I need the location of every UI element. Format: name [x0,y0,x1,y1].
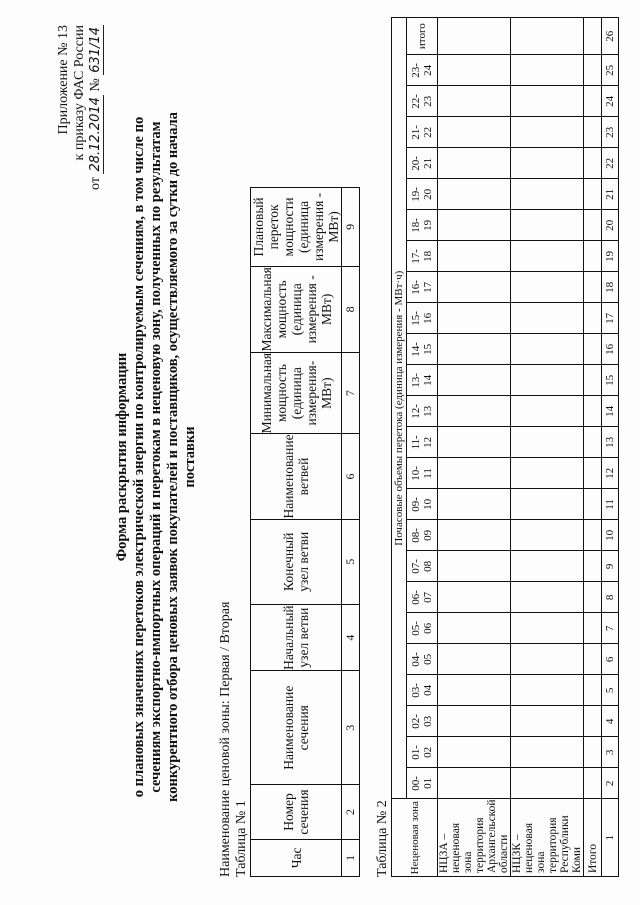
table2-column-number: 6 [602,644,619,675]
table2-hour-header [407,551,438,582]
title-line-2: о плановых значениях перетоков электрической энергии по контролируемым сечениям, в том числе по [131,116,147,798]
hour-end: 07 [422,591,434,603]
table2-hour-header [407,303,438,334]
table2-value-cell [584,675,602,706]
table2-value-cell [438,86,511,117]
table2-hour-header [407,179,438,210]
hour-start: 12- [410,404,422,419]
table2-value-cell [511,179,584,210]
table1-header-row [251,188,342,877]
table2-value-cell [511,427,584,458]
table2-column-number: 18 [602,272,619,303]
hour-end: 21 [422,157,434,169]
hour-start: 15- [410,311,422,326]
table2-value-cell [438,272,511,303]
table2-value-cell [438,210,511,241]
table2-zone-label: НЦЗА – неценовая зона территория Архангельской области [438,799,511,877]
table2-value-cell [584,489,602,520]
table2-value-cell [511,303,584,334]
table2-hour-header [407,272,438,303]
table2-value-cell [511,365,584,396]
table2-value-cell [511,675,584,706]
table2-hour-header [407,768,438,799]
hour-start: 23- [410,63,422,78]
table2-value-cell [438,117,511,148]
table2-hour-header [407,582,438,613]
table2-value-cell [438,489,511,520]
table1-header-cell: Номер сечения [251,785,342,839]
table2-value-cell [584,458,602,489]
appendix-date-line [88,25,104,190]
table1-column-number: 1 [342,839,360,876]
hour-end: 06 [422,622,434,634]
table2-hour-header [407,644,438,675]
table2-hours-row [407,18,438,877]
hour-start: 03- [410,683,422,698]
hour-start: 06- [410,590,422,605]
table2-value-cell [584,427,602,458]
table2-hour-header [407,520,438,551]
hour-start: 16- [410,280,422,295]
form-title [114,67,199,847]
table2-column-number: 15 [602,365,619,396]
table2-column-number: 13 [602,427,619,458]
table2-value-cell [438,520,511,551]
hour-end: 23 [422,95,434,107]
hour-end: 15 [422,343,434,355]
table1-header-cell: Максимальная мощность (единица измерения - МВт) [251,266,342,352]
hour-start: 04- [410,652,422,667]
table2-column-number: 16 [602,334,619,365]
table2-value-cell [438,582,511,613]
hour-end: 22 [422,126,434,138]
table2-value-cell [511,520,584,551]
table1-header-cell: Наименование ветвей [251,434,342,519]
table2-value-cell [438,396,511,427]
table2-header-row [392,18,407,877]
table2-column-number: 7 [602,613,619,644]
table2-hour-header [407,241,438,272]
table2-column-number: 26 [602,18,619,55]
table2-hour-header [407,117,438,148]
table2-value-cell [584,582,602,613]
table1-column-number: 5 [342,519,360,605]
table1-header-cell: Минимальная мощность (единица измерения-МВт) [251,352,342,434]
hour-end: 03 [422,715,434,727]
table2-value-cell [584,303,602,334]
table2-hour-header [407,675,438,706]
table2-hour-header [407,706,438,737]
table2-column-number: 4 [602,706,619,737]
title-line-3: сечениям экспортно-импортных операций и перетокам в неценовую зону, полученных по результатам [148,121,164,793]
table2-total-row [584,18,602,877]
table2-column-number: 20 [602,210,619,241]
table2-value-cell [438,706,511,737]
table-1 [250,187,360,877]
table2-value-cell [438,613,511,644]
hour-start: 17- [410,249,422,264]
table1-column-number: 9 [342,188,360,267]
table2-column-number: 10 [602,520,619,551]
appendix-order-number: 631/14 [88,27,103,73]
table2-zone-header: Неценовая зона [392,799,438,877]
table2-hour-header [407,489,438,520]
table2-value-cell [438,303,511,334]
table2-value-cell [511,489,584,520]
table2-value-cell [511,55,584,86]
table2-hour-header [407,55,438,86]
table2-value-cell [438,644,511,675]
hour-start: 00- [410,776,422,791]
table1-column-number: 4 [342,605,360,671]
hour-start: 08- [410,528,422,543]
table2-value-cell [584,768,602,799]
appendix-number: Приложение № 13 [56,25,71,135]
table2-column-number: 5 [602,675,619,706]
table2-column-number: 9 [602,551,619,582]
appendix-date: 28.12.2014 [88,97,103,172]
table2-value-cell [584,334,602,365]
table2-value-cell [438,737,511,768]
table2-value-cell [584,117,602,148]
table2-zone-row [438,18,511,877]
table2-value-cell [511,644,584,675]
hour-start: 07- [410,559,422,574]
table1-header-cell: Конечный узел ветви [251,519,342,605]
table2-hour-header [407,458,438,489]
table2-column-number: 14 [602,396,619,427]
table1-column-number: 3 [342,671,360,785]
table1-header-cell: Начальный узел ветви [251,605,342,671]
hour-start: 05- [410,621,422,636]
table2-zone-row [511,18,584,877]
table2-value-cell [584,18,602,55]
table2-value-cell [511,582,584,613]
table1-number-row [342,188,360,877]
appendix-order: к приказу ФАС России [72,25,87,161]
table2-value-cell [584,613,602,644]
hour-end: 10 [422,498,434,510]
hour-end: 19 [422,219,434,231]
hour-end: 04 [422,684,434,696]
appendix-from-label: от [88,177,103,190]
table2-column-number: 1 [602,799,619,877]
hour-start: 14- [410,342,422,357]
table2-value-cell [438,458,511,489]
table2-value-cell [584,86,602,117]
table2-value-cell [511,18,584,55]
table2-value-cell [584,55,602,86]
hour-start: 19- [410,187,422,202]
table2-value-cell [511,551,584,582]
hour-end: 13 [422,405,434,417]
table2-hour-header [407,334,438,365]
hour-end: 02 [422,746,434,758]
table2-value-cell [438,55,511,86]
table2-total-header: итого [407,18,438,55]
hour-start: 22- [410,94,422,109]
hour-end: 09 [422,529,434,541]
table2-column-number: 24 [602,86,619,117]
table2-number-row [602,18,619,877]
table2-value-cell [438,427,511,458]
table2-value-cell [584,210,602,241]
hour-end: 24 [422,64,434,76]
table2-column-number: 11 [602,489,619,520]
table2-value-cell [438,18,511,55]
hour-start: 02- [410,714,422,729]
hour-start: 13- [410,373,422,388]
table2-value-cell [584,520,602,551]
table2-value-cell [511,458,584,489]
table2-value-cell [584,644,602,675]
title-line-1: Форма раскрытия информации [114,352,130,562]
table2-value-cell [584,706,602,737]
table2-column-number: 25 [602,55,619,86]
title-line-5: поставки [182,426,198,488]
table2-value-cell [511,241,584,272]
hour-end: 17 [422,281,434,293]
table2-column-number: 2 [602,768,619,799]
table2-column-number: 22 [602,148,619,179]
table2-value-cell [511,706,584,737]
rotated-content [50,17,616,887]
hour-end: 11 [422,468,434,479]
table2-hour-header [407,427,438,458]
hour-start: 10- [410,466,422,481]
hour-start: 21- [410,125,422,140]
table2-zone-label: НЦЗК – неценовая зона территория Республики Коми [511,799,584,877]
table1-caption: Таблица № 1 [234,800,249,877]
table1-header-cell: Наименование сечения [251,671,342,785]
table2-column-number: 3 [602,737,619,768]
table2-value-cell [438,148,511,179]
table2-value-cell [584,179,602,210]
table2-value-cell [584,737,602,768]
table1-column-number: 2 [342,785,360,839]
table2-column-number: 23 [602,117,619,148]
table2-hour-header [407,365,438,396]
hour-end: 20 [422,188,434,200]
table2-value-cell [511,334,584,365]
hour-end: 18 [422,250,434,262]
hour-end: 08 [422,560,434,572]
table2-value-cell [584,365,602,396]
table2-value-cell [511,613,584,644]
table1-column-number: 6 [342,434,360,519]
table2-value-cell [584,241,602,272]
table2-value-cell [584,396,602,427]
table2-value-cell [511,86,584,117]
table2-hour-header [407,613,438,644]
price-zone-name: Наименование ценовой зоны: Первая / Вторая [218,601,233,877]
table2-value-cell [584,148,602,179]
table2-column-number: 21 [602,179,619,210]
table2-value-cell [438,179,511,210]
table2-value-cell [438,241,511,272]
table2-hour-header [407,148,438,179]
title-line-4: конкурентного отбора ценовых заявок покупателей и поставщиков, осуществляемого за сутки до начала [165,112,181,802]
table2-column-number: 19 [602,241,619,272]
table2-volumes-header: Почасовые объемы перетока (единица измерения - МВт·ч) [392,18,407,799]
table2-caption: Таблица № 2 [375,800,390,877]
table1-column-number: 8 [342,266,360,352]
table2-value-cell [511,396,584,427]
hour-end: 14 [422,374,434,386]
table2-hour-header [407,396,438,427]
table2-value-cell [438,551,511,582]
table2-hour-header [407,737,438,768]
table2-value-cell [438,768,511,799]
hour-start: 18- [410,218,422,233]
appendix-no-label: № [88,78,103,92]
table2-column-number: 8 [602,582,619,613]
table2-value-cell [584,551,602,582]
table2-value-cell [511,272,584,303]
table2-zone-label: Итого [584,799,602,877]
appendix-block [56,25,104,190]
hour-end: 05 [422,653,434,665]
table2-value-cell [438,675,511,706]
table1-header-cell: Час [251,839,342,876]
hour-start: 11- [410,435,422,450]
table2-hour-header [407,86,438,117]
table2-value-cell [511,768,584,799]
hour-start: 09- [410,497,422,512]
hour-end: 12 [422,436,434,448]
table2-hour-header [407,210,438,241]
table2-column-number: 17 [602,303,619,334]
table1-header-cell: Плановый переток мощности (единица измерения - МВт) [251,188,342,267]
table2-value-cell [438,365,511,396]
table-2 [391,17,619,877]
table2-value-cell [511,117,584,148]
hour-end: 01 [422,777,434,789]
table2-value-cell [511,737,584,768]
hour-start: 20- [410,156,422,171]
table2-value-cell [584,272,602,303]
table2-value-cell [511,210,584,241]
table2-body [392,18,619,877]
table2-value-cell [438,334,511,365]
table2-column-number: 12 [602,458,619,489]
table2-value-cell [511,148,584,179]
hour-end: 16 [422,312,434,324]
hour-start: 01- [410,745,422,760]
table1-column-number: 7 [342,352,360,434]
